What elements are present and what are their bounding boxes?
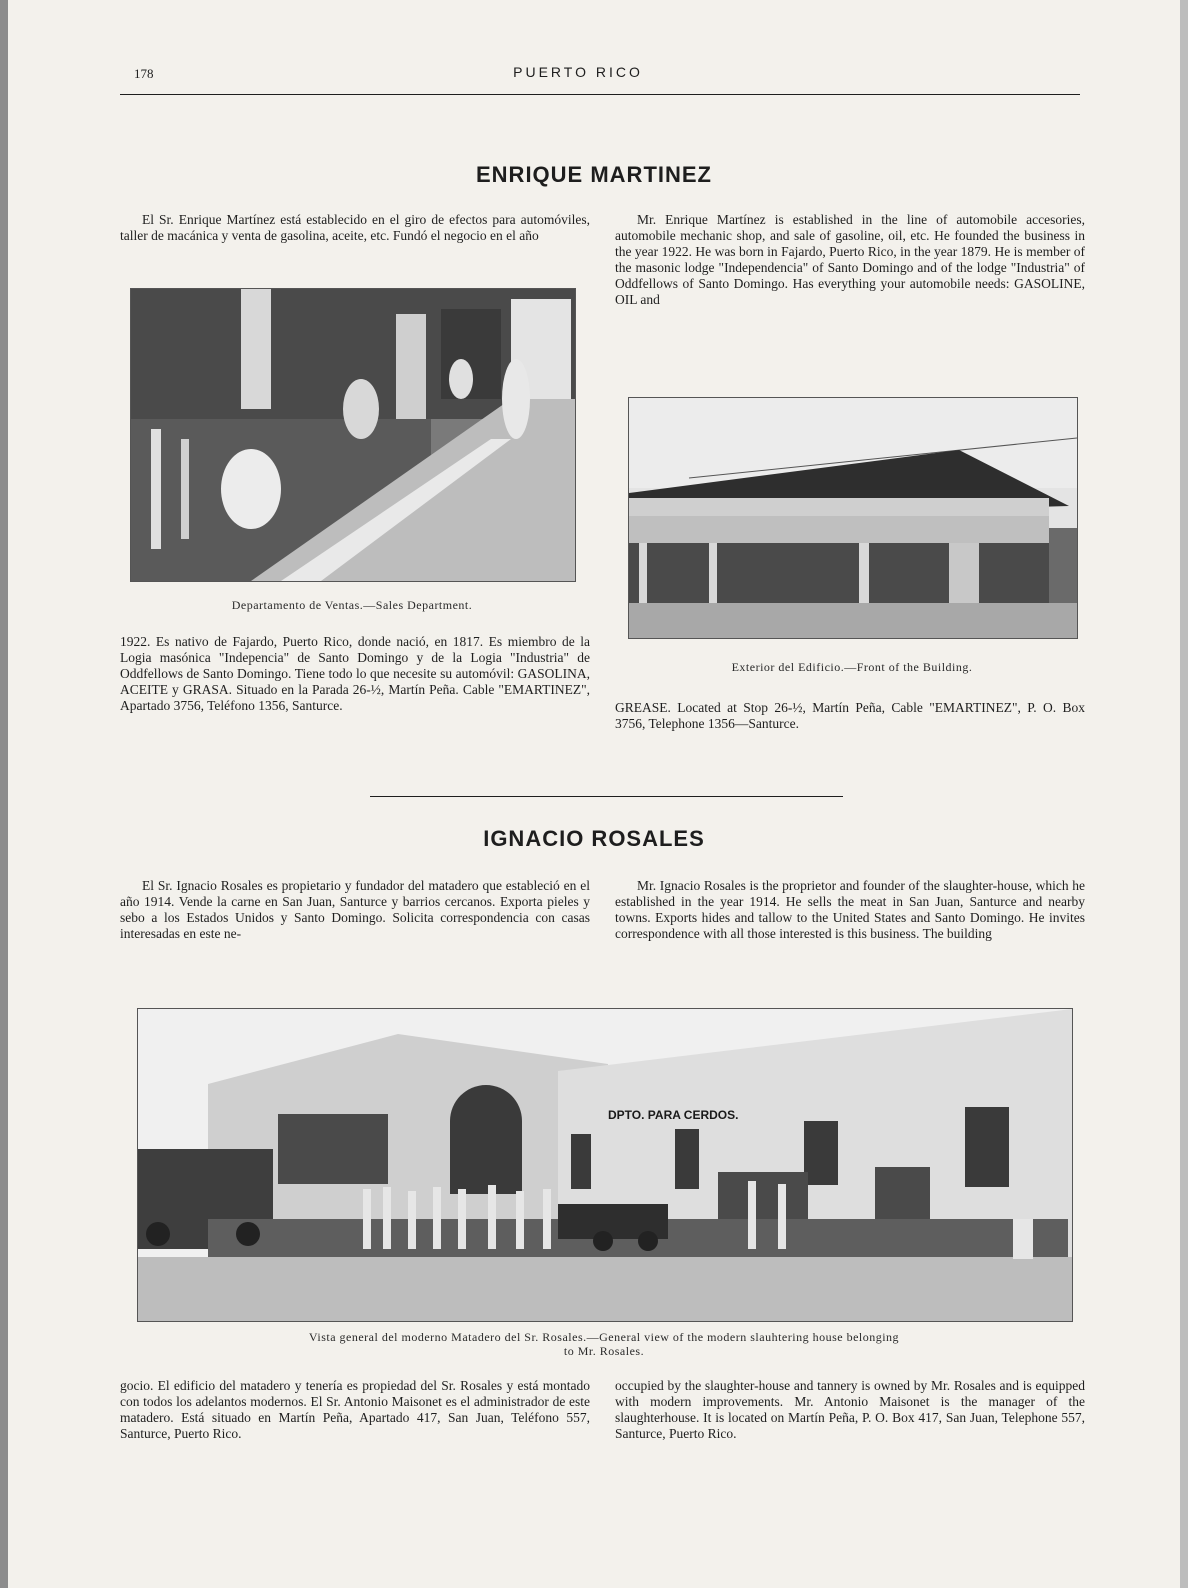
scan-edge-right [1180,0,1188,1588]
article1-english-text-2: GREASE. Located at Stop 26-½, Martín Peña, Cable "EMARTINEZ", P. O. Box 3756, Telephone 1356—Santurce. [615,700,1085,731]
scan-edge-left [0,0,8,1588]
article2-english-text-1: Mr. Ignacio Rosales is the proprietor and founder of the slaughter-house, which he established in the year 1914. He sells the meat in San Juan, Santurce and nearby towns. Exports hides and tallow to the United States and Santo Domingo. He invites correspondence with all those interested is this business. The building [615,878,1085,941]
section-divider [370,796,843,797]
article2-spanish-text-1: El Sr. Ignacio Rosales es propietario y fundador del matadero que estableció en el año 1914. Vende la carne en San Juan, Santurce y barrios cercanos. Exporta pieles y sebo a los Estados Unidos y Santo Domingo. Solicita correspondencia con casas interesadas en este ne- [120,878,590,941]
slaughterhouse-caption-line2: to Mr. Rosales. [563,1344,645,1358]
article2-english-text-2: occupied by the slaughter-house and tannery is owned by Mr. Rosales and is equipped with modern improvements. Mr. Antonio Maisonet is the manager of the slaughterhouse. It is located on Martín Peña, P. O. Box 417, San Juan, Telephone 557, Santurce, Puerto Rico. [615,1378,1085,1441]
slaughterhouse-caption-line1: Vista general del moderno Matadero del Sr. Rosales.—General view of the modern slauhtering house belonging [308,1330,900,1344]
article1-spanish-text-1: El Sr. Enrique Martínez está establecido en el giro de efectos para automóviles, taller de macánica y venta de gasolina, aceite, etc. Fundó el negocio en el año [120,212,590,243]
sales-department-photo [130,288,576,582]
building-front-photo [628,397,1078,639]
article2-spanish-text-2: gocio. El edificio del matadero y tenería es propiedad del Sr. Rosales y está montado con todos los adelantos modernos. El Sr. Antonio Maisonet es el administrador de este matadero. Está situado en Martín Peña, Apartado 417, San Juan, Teléfono 557, Santurce, Puerto Rico. [120,1378,590,1441]
sales-department-caption: Departamento de Ventas.—Sales Department. [231,598,473,612]
article1-spanish-text-2: 1922. Es nativo de Fajardo, Puerto Rico, donde nació, en 1817. Es miembro de la Logia masónica "Indepencia" de Santo Domingo y de la Logia "Industria" de Oddfellows de Santo Domingo. Tiene todo lo que necesite su automóvil: GASOLINA, ACEITE y GRASA. Situado en la Parada 26-½, Martín Peña. Cable "EMARTINEZ", Apartado 3756, Teléfono 1356, Santurce. [120,634,590,713]
article-title-ignacio-rosales: IGNACIO ROSALES [483,826,705,851]
building-front-caption: Exterior del Edificio.—Front of the Building. [731,660,973,674]
photo-sign-text: DPTO. PARA CERDOS. [608,1108,739,1122]
article1-english-text-1: Mr. Enrique Martínez is established in the line of automobile accesories, automobile mechanic shop, and sale of gasoline, oil, etc. He founded the business in the year 1922. He was born in Fajardo, Puerto Rico, in the year 1879. He is member of the masonic lodge "Independencia" of Santo Domingo and of the lodge "Industria" of Oddfellows of Santo Domingo. Has everything your automobile needs: GASOLINE, OIL and [615,212,1085,307]
page-number: 178 [134,66,154,81]
header-rule [120,94,1080,95]
running-title: PUERTO RICO [513,64,643,80]
article-title-enrique-martinez: ENRIQUE MARTINEZ [476,162,712,187]
slaughterhouse-photo [137,1008,1073,1322]
